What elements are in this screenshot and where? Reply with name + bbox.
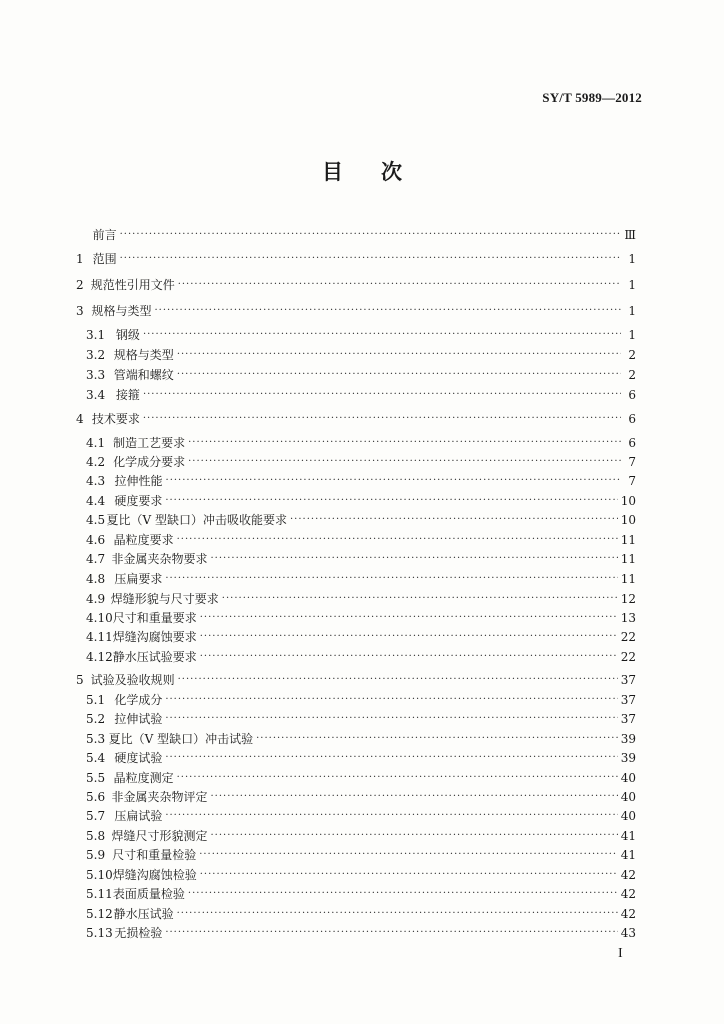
toc-entry-page: 10: [620, 494, 636, 508]
toc-entry-label: 钢级: [115, 328, 140, 342]
toc-entry[interactable]: [76, 771, 636, 785]
toc-entry-page: 1: [628, 278, 636, 292]
toc-entry[interactable]: [76, 650, 636, 664]
toc-leader-dots: [211, 792, 618, 802]
toc-entry-page: 37: [620, 673, 636, 687]
toc-entry-page: 12: [620, 592, 636, 606]
toc-leader-dots: [200, 652, 618, 662]
toc-entry[interactable]: [76, 436, 636, 450]
toc-leader-dots: [165, 695, 617, 705]
toc-entry-page: 39: [620, 732, 636, 746]
toc-entry-label: 范围: [92, 252, 117, 266]
toc-entry[interactable]: [76, 712, 636, 726]
toc-entry[interactable]: [76, 693, 636, 707]
toc-entry-page: 2: [628, 348, 636, 362]
toc-entry[interactable]: [76, 868, 636, 882]
toc-entry-label: 试验及验收规则: [90, 673, 175, 687]
toc-entry-number: 5.8: [86, 829, 106, 843]
toc-entry-page: 40: [620, 809, 636, 823]
page-number: I: [618, 946, 623, 961]
toc-leader-dots: [165, 928, 617, 938]
toc-entry[interactable]: [76, 304, 636, 318]
toc-entry-page: 43: [620, 926, 636, 940]
toc-entry[interactable]: [76, 829, 636, 843]
toc-leader-dots: [165, 574, 617, 584]
toc-leader-dots: [290, 515, 618, 525]
toc-entry-number: 3.2: [86, 348, 106, 362]
toc-entry-number: 5.11: [86, 887, 113, 901]
toc-entry-number: 3.3: [86, 368, 106, 382]
toc-entry-label: 前言: [92, 228, 117, 242]
toc-entry-label: 尺寸和重量要求: [112, 611, 197, 625]
toc-entry-number: 1: [76, 252, 84, 266]
toc-entry[interactable]: [76, 630, 636, 644]
toc-entry[interactable]: [76, 848, 636, 862]
toc-entry-page: 10: [620, 513, 636, 527]
toc-entry[interactable]: [76, 513, 636, 527]
toc-title-char-1: 目: [322, 160, 343, 184]
toc-entry-label: 技术要求: [91, 412, 140, 426]
toc-entry[interactable]: [76, 926, 636, 940]
toc-entry-number: 5.12: [86, 907, 113, 921]
toc-entry-label: 压扁要求: [114, 572, 163, 586]
toc-entry[interactable]: [76, 572, 636, 586]
toc-entry-page: 1: [628, 328, 636, 342]
toc-entry[interactable]: [76, 592, 636, 606]
toc-entry-page: 37: [620, 693, 636, 707]
toc-entry[interactable]: [76, 611, 636, 625]
toc-leader-dots: [177, 370, 621, 380]
toc-entry[interactable]: [76, 552, 636, 566]
toc-entry-number: 5.2: [86, 712, 106, 726]
toc-entry-label: 规格与类型: [113, 348, 174, 362]
toc-entry-label: 表面质量检验: [112, 887, 185, 901]
toc-leader-dots: [200, 870, 618, 880]
toc-entry-number: 4.5: [86, 513, 106, 527]
toc-leader-dots: [166, 476, 621, 486]
toc-entry-number: 5.7: [86, 809, 106, 823]
toc-entry-number: 5.3: [86, 732, 106, 746]
toc-entry-number: 4.12: [86, 650, 113, 664]
toc-leader-dots: [143, 414, 621, 424]
toc-entry[interactable]: [76, 455, 636, 469]
toc-entry[interactable]: [76, 228, 636, 242]
toc-entry-number: 5.4: [86, 751, 106, 765]
toc-entry[interactable]: [76, 673, 636, 687]
toc-leader-dots: [211, 831, 618, 841]
toc-entry-page: 40: [620, 790, 636, 804]
toc-entry-label: 规格与类型: [91, 304, 152, 318]
toc-entry-number: 4.1: [86, 436, 106, 450]
toc-entry-number: 5.6: [86, 790, 106, 804]
toc-entry-label: 焊缝沟腐蚀检验: [112, 868, 197, 882]
toc-entry-number: 4.10: [86, 611, 113, 625]
toc-entry-label: 晶粒度要求: [113, 533, 174, 547]
toc-entry-page: Ⅲ: [624, 228, 636, 242]
toc-entry-number: 4.3: [86, 474, 106, 488]
toc-entry-number: 4.6: [86, 533, 106, 547]
toc-entry[interactable]: [76, 474, 636, 488]
toc-entry-number: 3.1: [86, 328, 106, 342]
toc-entry-label: 非金属夹杂物评定: [111, 790, 208, 804]
toc-entry-label: 静水压试验: [113, 907, 174, 921]
toc-entry-label: 尺寸和重量检验: [112, 848, 197, 862]
toc-leader-dots: [177, 773, 618, 783]
toc-entry-label: 焊缝形貌与尺寸要求: [110, 592, 219, 606]
toc-entry-number: 4.9: [86, 592, 106, 606]
toc-leader-dots: [222, 594, 618, 604]
toc-entry-page: 1: [628, 304, 636, 318]
toc-leader-dots: [177, 535, 618, 545]
toc-entry-page: 22: [620, 630, 636, 644]
toc-entry-page: 40: [620, 771, 636, 785]
toc-entry-page: 41: [620, 829, 636, 843]
toc-entry[interactable]: [76, 412, 636, 426]
standard-code: SY/T 5989—2012: [542, 90, 642, 105]
toc-leader-dots: [120, 230, 621, 240]
toc-entry-label: 压扁试验: [114, 809, 163, 823]
toc-entry-label: 规范性引用文件: [90, 278, 175, 292]
toc-entry[interactable]: [76, 328, 636, 342]
toc-leader-dots: [200, 613, 618, 623]
toc-leader-dots: [256, 734, 618, 744]
toc-leader-dots: [188, 889, 618, 899]
toc-entry-page: 13: [620, 611, 636, 625]
toc-entry[interactable]: [76, 368, 636, 382]
toc-entry-number: 5.13: [86, 926, 113, 940]
toc-entry-label: 制造工艺要求: [113, 436, 186, 450]
toc-entry[interactable]: [76, 790, 636, 804]
toc-entry-label: 拉伸性能: [114, 474, 163, 488]
toc-entry-page: 22: [620, 650, 636, 664]
toc-entry-label: 非金属夹杂物要求: [111, 552, 208, 566]
toc-entry-label: 接箍: [115, 388, 140, 402]
toc-entry[interactable]: [76, 494, 636, 508]
toc-entry-number: 4.4: [86, 494, 106, 508]
toc-entry-page: 11: [620, 533, 636, 547]
toc-entry[interactable]: [76, 751, 636, 765]
toc-leader-dots: [154, 306, 621, 316]
toc-entry-page: 37: [620, 712, 636, 726]
toc-entry-number: 5.9: [86, 848, 106, 862]
toc-entry[interactable]: [76, 278, 636, 292]
toc-entry-label: 硬度要求: [114, 494, 163, 508]
toc-leader-dots: [177, 909, 618, 919]
toc-entry-page: 6: [628, 436, 636, 450]
toc-title: [0, 156, 724, 186]
toc-entry-number: 3.4: [86, 388, 106, 402]
toc-entry-page: 7: [628, 455, 636, 469]
toc-entry-label: 静水压试验要求: [112, 650, 197, 664]
toc-entry[interactable]: [76, 252, 636, 266]
toc-entry-number: 4.7: [86, 552, 106, 566]
toc-entry-page: 11: [620, 552, 636, 566]
toc-entry-label: 焊缝沟腐蚀要求: [112, 630, 197, 644]
toc-leader-dots: [165, 496, 617, 506]
toc-entry-label: 无损检验: [114, 926, 163, 940]
toc-entry[interactable]: [76, 732, 636, 746]
toc-entry-label: 晶粒度测定: [113, 771, 174, 785]
toc-entry-label: 化学成分: [114, 693, 163, 707]
toc-leader-dots: [165, 753, 617, 763]
toc-entry[interactable]: [76, 809, 636, 823]
toc-leader-dots: [178, 280, 621, 290]
toc-entry-label: 拉伸试验: [114, 712, 163, 726]
toc-entry-label: 化学成分要求: [113, 455, 186, 469]
toc-entry[interactable]: [76, 907, 636, 921]
toc-leader-dots: [165, 714, 617, 724]
toc-entry-number: 4.11: [86, 630, 113, 644]
toc-entry-page: 2: [628, 368, 636, 382]
toc-entry-page: 11: [620, 572, 636, 586]
toc-entry[interactable]: [76, 533, 636, 547]
toc-leader-dots: [188, 438, 621, 448]
toc-entry[interactable]: [76, 887, 636, 901]
toc-entry-number: 4.8: [86, 572, 106, 586]
toc-entry-number: 5.5: [86, 771, 106, 785]
toc-title-char-2: 次: [381, 160, 402, 184]
toc-entry-page: 7: [628, 474, 636, 488]
toc-leader-dots: [200, 632, 618, 642]
toc-leader-dots: [143, 330, 621, 340]
toc-entry-label: 焊缝尺寸形貌测定: [111, 829, 208, 843]
toc-entry-label: 管端和螺纹: [113, 368, 174, 382]
toc-entry-label: 夏比（V 型缺口）冲击吸收能要求: [106, 513, 287, 527]
toc-entry-number: 3: [76, 304, 84, 318]
toc-entry-label: 硬度试验: [114, 751, 163, 765]
toc-leader-dots: [165, 811, 617, 821]
toc-leader-dots: [188, 457, 621, 467]
toc-entry-number: 4.2: [86, 455, 106, 469]
toc-entry-page: 41: [620, 848, 636, 862]
toc-entry-number: 5.1: [86, 693, 106, 707]
toc-leader-dots: [177, 350, 621, 360]
toc-leader-dots: [211, 554, 618, 564]
toc-entry-number: 5: [76, 673, 84, 687]
toc-entry[interactable]: [76, 348, 636, 362]
toc-entry-page: 6: [628, 412, 636, 426]
toc-entry-page: 6: [628, 388, 636, 402]
toc-entry-number: 4: [76, 412, 84, 426]
toc-entry-page: 39: [620, 751, 636, 765]
toc-leader-dots: [199, 850, 618, 860]
toc-leader-dots: [178, 675, 618, 685]
toc-entry-number: 2: [76, 278, 84, 292]
toc-entry-page: 42: [620, 868, 636, 882]
toc-leader-dots: [143, 390, 621, 400]
toc-entry-page: 42: [620, 887, 636, 901]
toc-entry-page: 1: [628, 252, 636, 266]
toc-entry[interactable]: [76, 388, 636, 402]
toc-entry-label: 夏比（V 型缺口）冲击试验: [108, 732, 254, 746]
toc-leader-dots: [120, 254, 621, 264]
toc-entry-page: 42: [620, 907, 636, 921]
toc-entry-number: 5.10: [86, 868, 113, 882]
